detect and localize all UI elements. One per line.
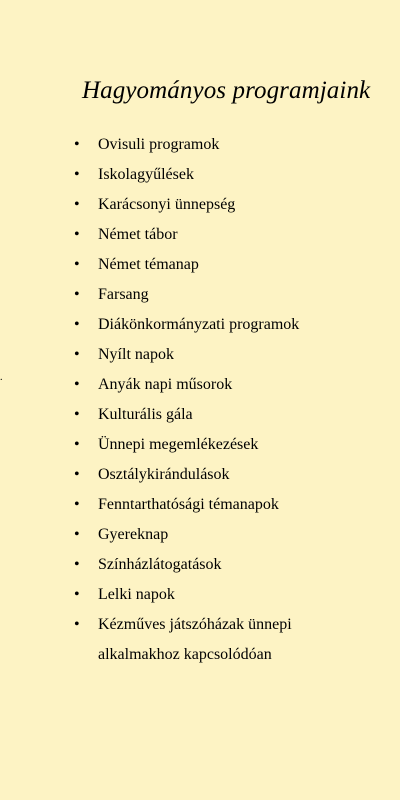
list-item: [0, 160, 400, 190]
bullet-icon: •: [74, 316, 80, 333]
list-item: [0, 610, 400, 670]
list-item-text: [98, 190, 388, 220]
bullet-icon: •: [74, 166, 80, 183]
list-item-line: Fenntarthatósági témanapok: [98, 496, 279, 513]
list-item-text: [98, 220, 388, 250]
bullet-icon: •: [74, 556, 80, 573]
list-item-line: Kézműves játszóházak ünnepi: [98, 616, 292, 633]
list-item-text: [98, 310, 388, 340]
list-item-text: [98, 460, 388, 490]
list-item: [0, 520, 400, 550]
list-item-text: [98, 250, 388, 280]
bullet-icon: •: [74, 256, 80, 273]
list-item: [0, 130, 400, 160]
list-item-line: Karácsonyi ünnepség: [98, 196, 236, 213]
list-item: [0, 310, 400, 340]
list-item-line: Anyák napi műsorok: [98, 376, 233, 393]
page-title: Hagyományos programjaink: [82, 77, 371, 104]
list-item-text: [98, 550, 388, 580]
list-item-text: [98, 130, 388, 160]
bullet-icon: •: [74, 466, 80, 483]
list-item-text: [98, 340, 388, 370]
list-item: [0, 280, 400, 310]
list-item-text: [98, 160, 388, 190]
list-item: [0, 370, 400, 400]
list-item: [0, 580, 400, 610]
list-item-line: Osztálykirándulások: [98, 466, 230, 483]
list-item-text: [98, 400, 388, 430]
list-item: [0, 220, 400, 250]
list-item: [0, 430, 400, 460]
list-item-line: Gyereknap: [98, 526, 169, 543]
list-item-text: [98, 430, 388, 460]
list-item-line: Kulturális gála: [98, 406, 193, 423]
bullet-icon: •: [74, 226, 80, 243]
list-item: [0, 340, 400, 370]
margin-mark: .: [0, 372, 3, 383]
list-item-line: Német témanap: [98, 256, 199, 273]
list-item-text: [98, 370, 388, 400]
bullet-icon: •: [74, 406, 80, 423]
list-item: [0, 550, 400, 580]
list-item-text: [98, 280, 388, 310]
bullet-icon: •: [74, 346, 80, 363]
list-item-line: alkalmakhoz kapcsolódóan: [98, 646, 272, 663]
bullet-icon: •: [74, 616, 80, 633]
list-item: [0, 190, 400, 220]
list-item-line: Ovisuli programok: [98, 136, 220, 153]
list-item-line: Ünnepi megemlékezések: [98, 436, 259, 453]
bullet-icon: •: [74, 136, 80, 153]
bullet-icon: •: [74, 196, 80, 213]
list-item-text: [98, 520, 388, 550]
list-item-line: Színházlátogatások: [98, 556, 222, 573]
bullet-icon: •: [74, 286, 80, 303]
list-item-line: Német tábor: [98, 226, 178, 243]
list-item-line: Lelki napok: [98, 586, 175, 603]
list-item-line: Diákönkormányzati programok: [98, 316, 300, 333]
list-item: [0, 250, 400, 280]
bullet-icon: •: [74, 436, 80, 453]
list-item-text: [98, 610, 388, 670]
list-item: [0, 400, 400, 430]
program-list: [0, 130, 400, 670]
list-item: [0, 490, 400, 520]
list-item: [0, 460, 400, 490]
list-item-text: [98, 490, 388, 520]
bullet-icon: •: [74, 586, 80, 603]
list-item-line: Farsang: [98, 286, 149, 303]
bullet-icon: •: [74, 376, 80, 393]
list-item-line: Iskolagyűlések: [98, 166, 194, 183]
bullet-icon: •: [74, 526, 80, 543]
list-item-line: Nyílt napok: [98, 346, 174, 363]
bullet-icon: •: [74, 496, 80, 513]
list-item-text: [98, 580, 388, 610]
